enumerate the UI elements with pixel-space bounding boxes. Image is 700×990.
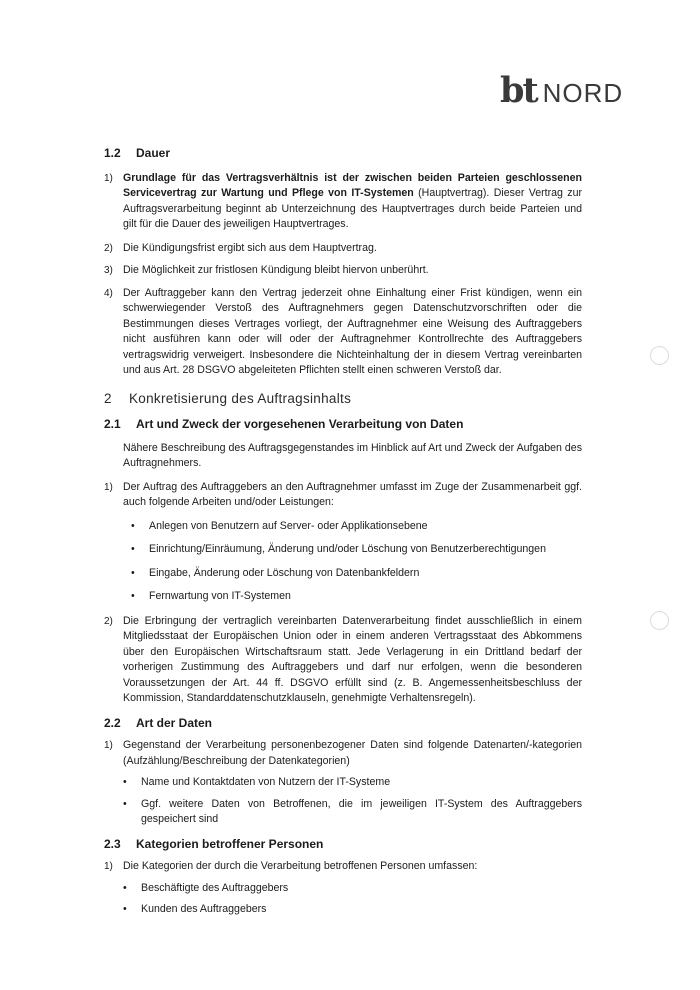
clause-2-3-1: 1) Die Kategorien der durch die Verarbeitung betroffenen Personen umfassen: bbox=[104, 860, 478, 872]
section-2-heading: 2 Konkretisierung des Auftragsinhalts bbox=[104, 390, 352, 406]
data-types-list bbox=[104, 775, 582, 828]
clause-2-1-2: 2) Die Erbringung der vertraglich vereinbarten Datenverarbeitung findet ausschließlich in einem Mitgliedsstaat der Europäischen Union oder in einem anderen Vertragsstaat des Abkommens über den Europäischen Wirtschaftsraum statt. Jede Verlagerung in ein Drittland bedarf der vorherigen Zustimmung des Auftraggebers und darf nur erfolgen, wenn die besonderen Voraussetzungen der Art. 44 ff. DSGVO erfüllt sind (z. B. Angemessenheitsbeschluss der Kommission, Standarddatenschutzklauseln, genehmigte Verhaltensregeln). bbox=[104, 614, 582, 704]
list-item: • Anlegen von Benutzern auf Server- oder Applikationsebene bbox=[131, 519, 428, 532]
list-item: • Einrichtung/Einräumung, Änderung und/oder Löschung von Benutzerberechtigungen bbox=[131, 543, 546, 555]
clause-2-1-1: 1) Der Auftrag des Auftraggebers an den Auftragnehmer umfasst im Zuge der Zusammenarbeit ggf. auch folgende Arbeiten und/oder Leistungen: bbox=[104, 480, 582, 508]
section-2-1-heading: 2.1 Art und Zweck der vorgesehenen Verarbeitung von Daten bbox=[104, 417, 464, 431]
list-item: • Fernwartung von IT-Systemen bbox=[131, 590, 291, 602]
clause-1-2-2: 2) Die Kündigungsfrist ergibt sich aus dem Hauptvertrag. bbox=[104, 241, 377, 254]
section-title: Dauer bbox=[136, 146, 171, 160]
logo-wordmark: NORD bbox=[542, 78, 624, 108]
section-title: Art der Daten bbox=[136, 715, 213, 730]
clause-1-2-4: 4) Der Auftraggeber kann den Vertrag jederzeit ohne Einhaltung einer Frist kündigen, wenn ein schwerwiegender Verstoß des Auftragnehmers gegen Datenschutzvorschriften oder die Bestimmungen dieses Vertrages vorliegt, der Auftragnehmer eine Weisung des Auftraggebers nicht ausführen kann oder will oder der Auftragnehmer Kontrollrechte des Auftraggebers vertragswidrig verweigert. Insbesondere die Nichteinhaltung der in diesem Vertrag vereinbarten und aus Art. 28 DSGVO abgeleiteten Pflichten stellt einen schweren Verstoß dar. bbox=[104, 286, 582, 376]
list-item: • Kunden des Auftraggebers bbox=[123, 903, 267, 915]
list-item: • Eingabe, Änderung oder Löschung von Datenbankfeldern bbox=[131, 566, 420, 579]
company-logo bbox=[500, 70, 624, 111]
punch-hole bbox=[650, 346, 669, 365]
services-list bbox=[104, 519, 582, 605]
document-body bbox=[104, 146, 582, 918]
list-item: • Name und Kontaktdaten von Nutzern der IT-Systeme bbox=[123, 776, 391, 788]
affected-persons-list bbox=[104, 881, 582, 918]
clause-1-2-1: 1) Grundlage für das Vertragsverhältnis ist der zwischen beiden Parteien geschlossenen Servicevertrag zur Wartung und Pflege von IT-Systemen (Hauptvertrag). Dieser Vertrag zur Auftragsverarbeitung beginnt ab Unterzeichnung des Hauptvertrages durch beide Parteien und gilt für die Dauer des jeweiligen Hauptvertrages. bbox=[104, 171, 582, 230]
list-item: • Beschäftigte des Auftraggebers bbox=[123, 881, 289, 894]
clause-1-2-3: 3) Die Möglichkeit zur fristlosen Kündigung bleibt hiervon unberührt. bbox=[104, 264, 429, 276]
punch-hole bbox=[650, 611, 669, 630]
section-title: Art und Zweck der vorgesehenen Verarbeitung von Daten bbox=[136, 417, 464, 431]
section-2-1-intro: Nähere Beschreibung des Auftragsgegenstandes im Hinblick auf Art und Zweck der Aufgaben des Auftragnehmers. bbox=[123, 441, 582, 469]
section-2-3-heading: 2.3 Kategorien betroffener Personen bbox=[104, 836, 324, 851]
section-2-2-heading: 2.2 Art der Daten bbox=[104, 715, 213, 730]
section-title: Konkretisierung des Auftragsinhalts bbox=[129, 390, 352, 406]
list-item: • Ggf. weitere Daten von Betroffenen, die im jeweiligen IT-System des Auftraggebers gespeichert sind bbox=[123, 797, 582, 825]
section-title: Kategorien betroffener Personen bbox=[136, 836, 324, 851]
section-1-2-heading: 1.2 Dauer bbox=[104, 146, 171, 160]
logo-mark: bt bbox=[500, 70, 537, 111]
clause-2-2-1: 1) Gegenstand der Verarbeitung personenbezogener Daten sind folgende Datenarten/-kategorien (Aufzählung/Beschreibung der Datenkategorien) bbox=[104, 739, 582, 767]
